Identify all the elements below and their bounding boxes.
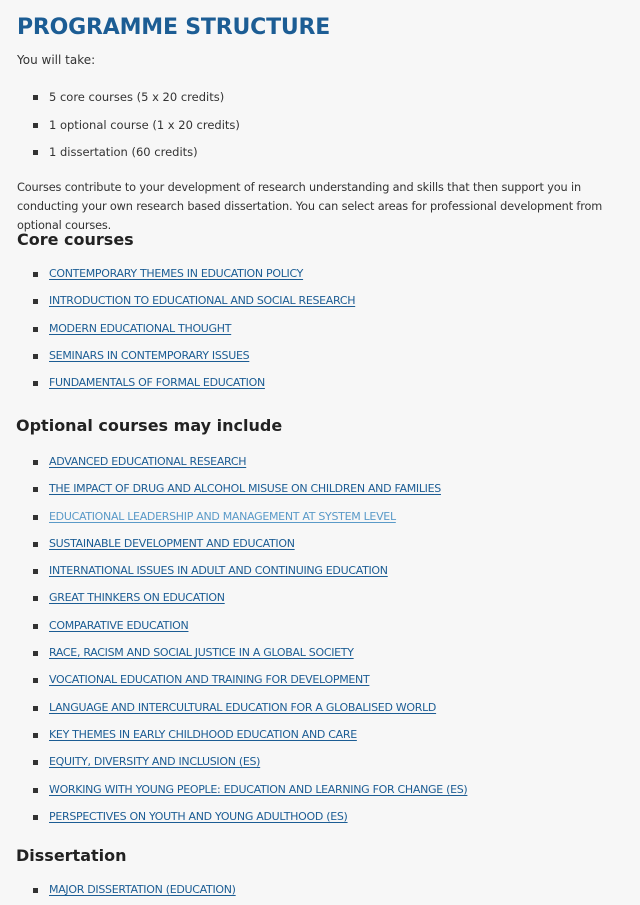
course-link[interactable]: CONTEMPORARY THEMES IN EDUCATION POLICY (49, 267, 304, 280)
course-link[interactable]: MODERN EDUCATIONAL THOUGHT (49, 321, 232, 335)
list-item (17, 700, 467, 727)
course-link[interactable]: EDUCATIONAL LEADERSHIP AND MANAGEMENT AT SYSTEM LEVEL (49, 509, 396, 523)
list-item (17, 536, 467, 563)
course-link[interactable]: KEY THEMES IN EARLY CHILDHOOD EDUCATION AND CARE (49, 727, 357, 741)
list-item (17, 266, 355, 293)
course-link[interactable]: VOCATIONAL EDUCATION AND TRAINING FOR DEVELOPMENT (49, 673, 370, 687)
course-link[interactable]: SEMINARS IN CONTEMPORARY ISSUES (49, 348, 250, 362)
list-item (17, 454, 467, 481)
list-item (17, 563, 467, 590)
course-link[interactable]: COMPARATIVE EDUCATION (49, 618, 189, 632)
core-courses-heading: Core courses (17, 230, 134, 249)
list-item (17, 348, 355, 375)
course-link[interactable]: FUNDAMENTALS OF FORMAL EDUCATION (49, 376, 265, 390)
list-item (17, 672, 467, 699)
dissertation-heading: Dissertation (16, 846, 127, 865)
dissertation-list (17, 882, 236, 905)
list-item (17, 618, 467, 645)
list-item (17, 590, 467, 617)
list-item (17, 809, 467, 836)
list-item (17, 727, 467, 754)
optional-courses-heading: Optional courses may include (16, 416, 283, 435)
list-item: 1 dissertation (60 credits) (17, 144, 240, 172)
list-item (17, 882, 236, 905)
course-link[interactable]: INTRODUCTION TO EDUCATIONAL AND SOCIAL RESEARCH (49, 294, 356, 308)
list-item (17, 481, 467, 508)
programme-components-list (17, 89, 240, 172)
course-link[interactable]: INTERNATIONAL ISSUES IN ADULT AND CONTINUING EDUCATION (49, 564, 388, 578)
course-link[interactable]: LANGUAGE AND INTERCULTURAL EDUCATION FOR A GLOBALISED WORLD (49, 700, 437, 714)
list-item (17, 321, 355, 348)
course-link[interactable]: EQUITY, DIVERSITY AND INCLUSION (ES) (49, 755, 261, 769)
list-item (17, 375, 355, 402)
course-link[interactable]: GREAT THINKERS ON EDUCATION (49, 591, 225, 605)
course-link[interactable]: THE IMPACT OF DRUG AND ALCOHOL MISUSE ON CHILDREN AND FAMILIES (49, 482, 441, 496)
programme-description: Courses contribute to your development of research understanding and skills that then support you in conducting your own research based dissertation. You can select areas for professional development from optional courses. (17, 181, 603, 232)
optional-courses-list (17, 454, 467, 836)
course-link[interactable]: MAJOR DISSERTATION (EDUCATION) (49, 883, 236, 896)
list-item: 1 optional course (1 x 20 credits) (17, 117, 240, 145)
page-title: PROGRAMME STRUCTURE (17, 15, 331, 40)
course-link[interactable]: ADVANCED EDUCATIONAL RESEARCH (49, 455, 247, 468)
course-link[interactable]: RACE, RACISM AND SOCIAL JUSTICE IN A GLOBAL SOCIETY (49, 646, 354, 660)
list-item (17, 782, 467, 809)
course-link[interactable]: SUSTAINABLE DEVELOPMENT AND EDUCATION (49, 536, 295, 550)
list-item (17, 509, 467, 536)
list-item (17, 645, 467, 672)
list-item (17, 754, 467, 781)
list-item: 5 core courses (5 x 20 credits) (17, 89, 240, 117)
course-link[interactable]: WORKING WITH YOUNG PEOPLE: EDUCATION AND LEARNING FOR CHANGE (ES) (49, 782, 468, 796)
course-link[interactable]: PERSPECTIVES ON YOUTH AND YOUNG ADULTHOOD (ES) (49, 809, 348, 823)
list-item (17, 293, 355, 320)
core-courses-list (17, 266, 355, 402)
intro-text: You will take: (17, 53, 96, 67)
